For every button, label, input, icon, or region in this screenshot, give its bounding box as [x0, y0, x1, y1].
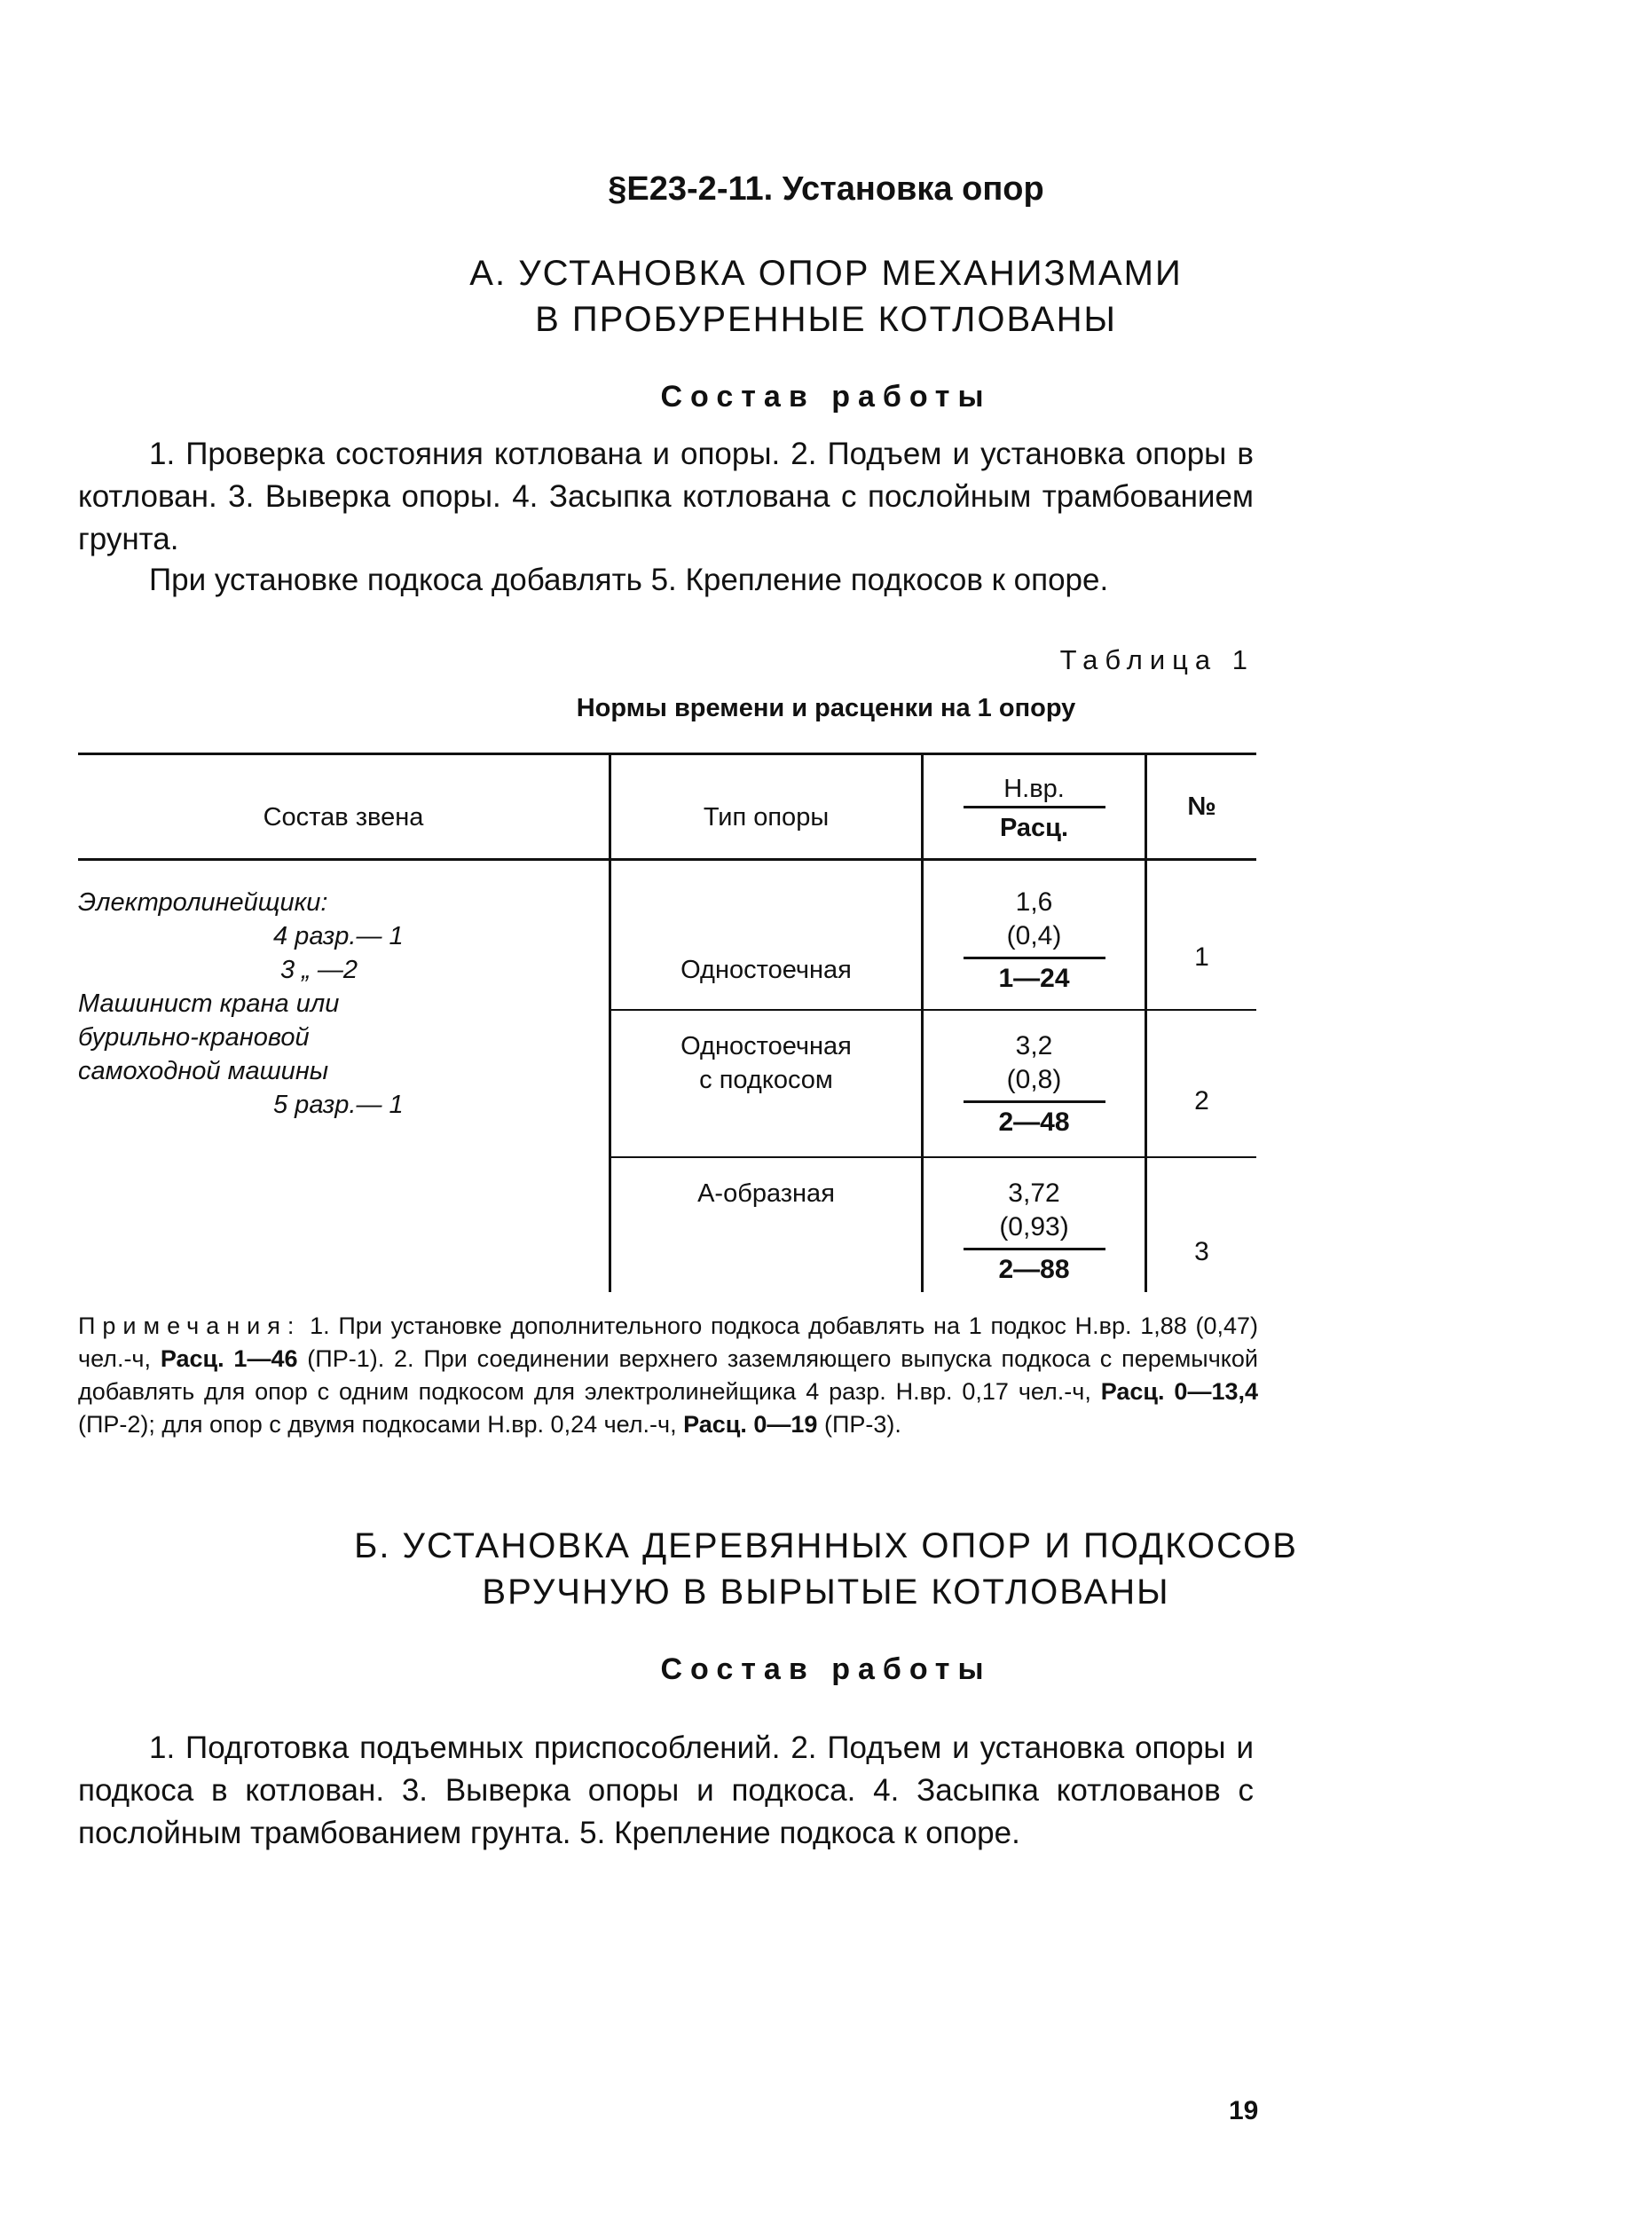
part-a-brace-text: При установке подкоса добавлять 5. Крепление подкосов к опоре. [149, 563, 1109, 597]
row3-type: А-образная [697, 1179, 835, 1208]
notes-text-1: 1. При установке дополнительного подкоса добавлять на 1 подкос Н.вр. 1,88 (0,47) чел.-ч, [78, 1313, 1258, 1372]
row3-number: 3 [1194, 1237, 1209, 1266]
crew-line-2: 4 разр.— 1 [273, 922, 404, 950]
row2-type-line2: с подкосом [699, 1066, 833, 1094]
row1-norm: 1,6 [1015, 887, 1053, 917]
page-number: 19 [1229, 2096, 1259, 2125]
table-notes [78, 1310, 1258, 1441]
header-crew: Состав звена [263, 803, 424, 832]
row2-number: 2 [1194, 1086, 1209, 1115]
crew-line-5: бурильно-крановой [78, 1023, 310, 1052]
row1-type: Одностоечная [680, 956, 852, 984]
table-label: Таблица 1 [1059, 644, 1255, 675]
header-type: Тип опоры [703, 803, 830, 832]
part-a-heading-line1: А. УСТАНОВКА ОПОР МЕХАНИЗМАМИ [469, 254, 1183, 293]
row3-fraction-line [964, 1248, 1105, 1250]
row2-fraction-line [964, 1100, 1105, 1103]
notes-text-2: (ПР-1). 2. При соединении верхнего заземляющего выпуска подкоса с перемычкой добавлять для опор с одним подкосом для электролинейщика 4 разр. Н.вр. 0,17 чел.-ч, [78, 1345, 1258, 1405]
row3-rate: 2—88 [998, 1255, 1070, 1284]
part-b-heading-line2: ВРУЧНУЮ В ВЫРЫТЫЕ КОТЛОВАНЫ [482, 1573, 1170, 1612]
header-norm: Н.вр. [1003, 775, 1065, 803]
notes-rate-2: Расц. 0—13,4 [1100, 1378, 1258, 1405]
part-a-heading-line2: В ПРОБУРЕННЫЕ КОТЛОВАНЫ [535, 300, 1117, 339]
part-a-work-text: 1. Проверка состояния котлована и опоры. 2. Подъем и установка опоры в котлован. 3. Выверка опоры. 4. Засыпка котлована с послойным трамбованием грунта. [78, 437, 1254, 556]
header-number: № [1187, 792, 1216, 821]
row1-number: 1 [1194, 942, 1209, 972]
crew-line-7: 5 разр.— 1 [273, 1091, 404, 1119]
part-b-heading-line1: Б. УСТАНОВКА ДЕРЕВЯННЫХ ОПОР И ПОДКОСОВ [354, 1526, 1298, 1565]
table-row-divider-1 [609, 1009, 1256, 1011]
row1-norm-paren: (0,4) [1006, 921, 1062, 950]
crew-line-4: Машинист крана или [78, 989, 340, 1018]
notes-rate-1: Расц. 1—46 [160, 1345, 298, 1372]
part-b-work-text: 1. Подготовка подъемных приспособлений. 2. Подъем и установка опоры и подкоса в котлован. 3. Выверка опоры и подкоса. 4. Засыпка котлованов с послойным трамбованием грунта. 5. Крепление подкоса к опоре. [78, 1730, 1254, 1850]
header-rate: Расц. [999, 814, 1069, 842]
row3-norm-paren: (0,93) [999, 1212, 1069, 1242]
row1-fraction-line [964, 957, 1105, 959]
section-title: §Е23-2-11. Установка опор [608, 170, 1044, 208]
part-b-work-title: Состав работы [660, 1652, 992, 1686]
row2-norm-paren: (0,8) [1006, 1065, 1062, 1094]
crew-line-1: Электролинейщики: [78, 888, 328, 917]
table-row-divider-2 [609, 1156, 1256, 1158]
table-caption: Нормы времени и расценки на 1 опору [576, 694, 1076, 722]
row3-norm: 3,72 [1008, 1179, 1060, 1208]
header-fraction-line [964, 806, 1105, 808]
notes-rate-3: Расц. 0—19 [683, 1411, 818, 1438]
crew-line-3: 3 „ —2 [280, 956, 358, 984]
row2-norm: 3,2 [1015, 1031, 1053, 1060]
table-top-rule [78, 753, 1256, 755]
row2-type-line1: Одностоечная [680, 1032, 852, 1060]
table-col-divider-3 [1145, 753, 1147, 1292]
notes-text-4: (ПР-3). [817, 1411, 901, 1438]
row1-rate: 1—24 [998, 964, 1070, 993]
notes-text-3: (ПР-2); для опор с двумя подкосами Н.вр. 0,24 чел.-ч, [78, 1411, 684, 1438]
row2-rate: 2—48 [998, 1108, 1070, 1137]
notes-label: Примечания: [78, 1313, 302, 1339]
part-a-work-title: Состав работы [660, 380, 992, 414]
table-header-rule [78, 858, 1256, 861]
crew-line-6: самоходной машины [78, 1057, 329, 1085]
